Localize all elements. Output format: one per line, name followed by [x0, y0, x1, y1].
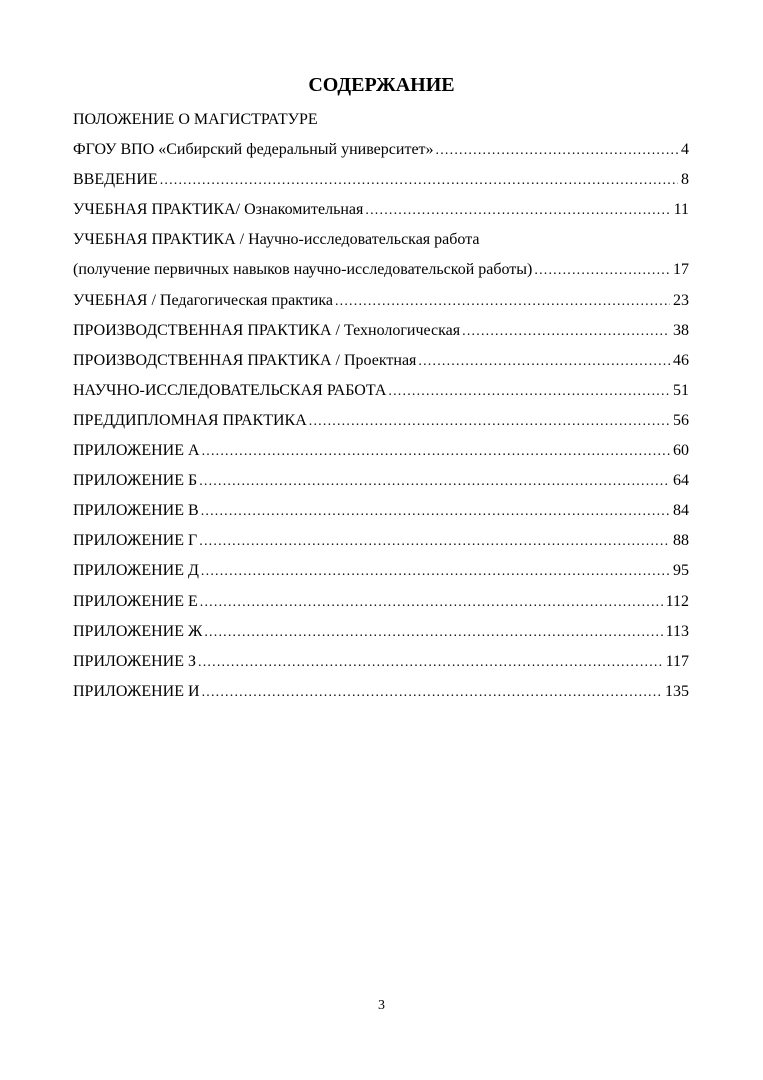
toc-entry-label: УЧЕБНАЯ ПРАКТИКА/ Ознакомительная [73, 195, 365, 225]
toc-dot-leader [462, 317, 670, 347]
toc-dot-leader [204, 618, 662, 648]
toc-entry[interactable] [73, 556, 689, 586]
toc-entry-label: ПРЕДДИПЛОМНАЯ ПРАКТИКА [73, 406, 309, 436]
toc-dot-leader [365, 196, 670, 226]
toc-entry-page: 84 [673, 502, 689, 520]
toc-entry[interactable] [73, 165, 689, 195]
toc-entry[interactable] [73, 617, 689, 647]
toc-entry[interactable] [73, 286, 689, 316]
toc-entry-page: 23 [673, 291, 689, 309]
toc-entry[interactable] [73, 677, 689, 707]
table-of-contents [73, 105, 689, 707]
toc-entry-label: ПРИЛОЖЕНИЕ Г [73, 526, 199, 556]
toc-entry-page: 113 [665, 622, 689, 640]
toc-entry-label: ПРИЛОЖЕНИЕ Ж [73, 617, 204, 647]
toc-entry[interactable] [73, 466, 689, 496]
toc-entry[interactable] [73, 526, 689, 556]
toc-entry-page: 64 [673, 472, 689, 490]
toc-entry[interactable] [73, 225, 689, 255]
toc-entry-label: ПРИЛОЖЕНИЕ З [73, 647, 198, 677]
toc-dot-leader [436, 136, 678, 166]
toc-entry-label: ПОЛОЖЕНИЕ О МАГИСТРАТУРЕ [73, 111, 318, 128]
toc-entry[interactable] [73, 105, 689, 135]
toc-dot-leader [202, 437, 670, 467]
toc-entry-label: ПРОИЗВОДСТВЕННАЯ ПРАКТИКА / Технологическая [73, 316, 462, 346]
toc-dot-leader [199, 467, 670, 497]
toc-entry[interactable] [73, 406, 689, 436]
toc-dot-leader [202, 678, 662, 708]
toc-entry-label: ПРИЛОЖЕНИЕ Б [73, 466, 199, 496]
toc-entry-label: ПРИЛОЖЕНИЕ В [73, 496, 201, 526]
toc-entry-page: 88 [673, 532, 689, 550]
toc-entry-label: ПРИЛОЖЕНИЕ Е [73, 587, 200, 617]
page-number: 3 [378, 998, 385, 1013]
toc-dot-leader [534, 256, 670, 286]
toc-dot-leader [418, 347, 670, 377]
toc-dot-leader [200, 588, 663, 618]
toc-entry-page: 117 [665, 652, 689, 670]
toc-dot-leader [309, 407, 670, 437]
toc-entry-page: 8 [681, 171, 689, 189]
toc-dot-leader [201, 497, 670, 527]
toc-entry-page: 135 [665, 682, 689, 700]
toc-entry-label: ВВЕДЕНИЕ [73, 165, 160, 195]
page-title: СОДЕРЖАНИЕ [308, 74, 455, 96]
toc-entry-label: (получение первичных навыков научно-исследовательской работы) [73, 255, 534, 285]
toc-entry[interactable] [73, 436, 689, 466]
toc-entry-page: 112 [665, 592, 689, 610]
toc-entry-page: 4 [681, 141, 689, 159]
toc-dot-leader [388, 377, 670, 407]
toc-entry[interactable] [73, 376, 689, 406]
toc-entry-label: ФГОУ ВПО «Сибирский федеральный университет» [73, 135, 436, 165]
toc-entry-page: 56 [673, 411, 689, 429]
toc-entry-page: 17 [673, 261, 689, 279]
toc-entry[interactable] [73, 496, 689, 526]
toc-entry[interactable] [73, 346, 689, 376]
toc-entry-label: УЧЕБНАЯ ПРАКТИКА / Научно-исследовательская работа [73, 231, 480, 249]
toc-dot-leader [198, 648, 663, 678]
toc-dot-leader [335, 287, 670, 317]
toc-entry[interactable] [73, 316, 689, 346]
toc-entry-label: ПРИЛОЖЕНИЕ А [73, 436, 202, 466]
toc-entry-label: ПРИЛОЖЕНИЕ Д [73, 556, 201, 586]
toc-entry-page: 95 [673, 562, 689, 580]
toc-entry-label: УЧЕБНАЯ / Педагогическая практика [73, 286, 335, 316]
toc-entry-label: НАУЧНО-ИССЛЕДОВАТЕЛЬСКАЯ РАБОТА [73, 376, 388, 406]
toc-entry[interactable] [73, 195, 689, 225]
toc-entry[interactable] [73, 135, 689, 165]
toc-entry-label: ПРИЛОЖЕНИЕ И [73, 677, 202, 707]
toc-entry-label: ПРОИЗВОДСТВЕННАЯ ПРАКТИКА / Проектная [73, 346, 418, 376]
toc-entry[interactable] [73, 587, 689, 617]
toc-entry-page: 60 [673, 442, 689, 460]
toc-dot-leader [199, 527, 670, 557]
toc-dot-leader [201, 557, 670, 587]
toc-entry-page: 38 [673, 321, 689, 339]
toc-dot-leader [160, 166, 678, 196]
toc-entry-page: 11 [673, 201, 689, 219]
toc-entry-page: 51 [673, 381, 689, 399]
toc-entry-page: 46 [673, 351, 689, 369]
toc-entry[interactable] [73, 647, 689, 677]
toc-entry[interactable] [73, 255, 689, 285]
